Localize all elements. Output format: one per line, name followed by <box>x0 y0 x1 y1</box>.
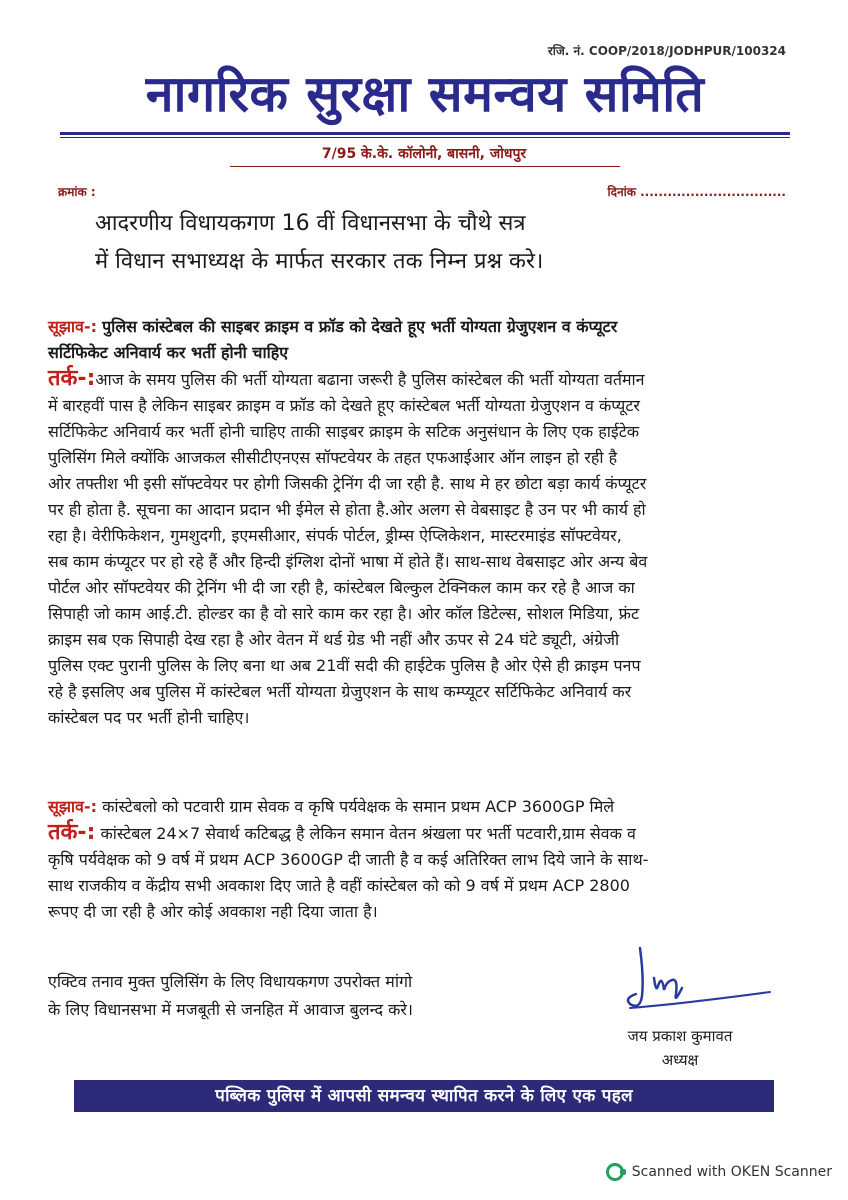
heading-line: आदरणीय विधायकगण 16 वीं विधानसभा के चौथे सत्र <box>95 211 526 236</box>
argument-line: सिपाही जो काम आई.टी. होल्डर का है वो सारे काम कर रहा है। ओर कॉल डिटेल्स, सोशल मिडिया, फ्रंट <box>48 604 640 623</box>
argument-line: पोर्टल ओर सॉफ्टवेयर की ट्रेनिंग भी दी जा रही है, कांस्टेबल बिल्कुल टेक्निकल काम कर रहे है आज का <box>48 578 635 597</box>
argument-line: सर्टिफिकेट अनिवार्य कर भर्ती होनी चाहिए ताकी साइबर क्राइम के सटिक अनुसंधान के लिए एक हाईटेक <box>48 422 640 441</box>
reference-number-label: क्रमांक : <box>58 185 96 199</box>
argument-line: पुलिसिंग मिले क्योंकि आजकल सीसीटीएनएस सॉफ्टवेयर के तहत एफआईआर ऑन लाइन हो रही है <box>48 448 618 467</box>
argument-line: साथ राजकीय व केंद्रीय सभी अवकाश दिए जाते है वहीं कांस्टेबल को को 9 वर्ष में प्रथम ACP 2800 <box>48 876 630 895</box>
signer-title: अध्यक्ष <box>661 1051 699 1069</box>
argument-label: तर्क-: <box>48 366 96 391</box>
closing-line: एक्टिव तनाव मुक्त पुलिसिंग के लिए विधायकगण उपरोक्त मांगो <box>48 972 413 991</box>
organization-title: नागरिक सुरक्षा समन्वय समिति <box>145 65 705 123</box>
argument-line: ओर तफ्तीश भी इसी सॉफ्टवेयर पर होगी जिसकी ट्रेनिंग दी जा रही है. साथ मे हर छोटा बड़ा कार्य कंप्यूटर <box>48 474 647 493</box>
argument-line: आज के समय पुलिस की भर्ती योग्यता बढाना जरूरी है पुलिस कांस्टेबल की भर्ती योग्यता वर्तमान <box>95 370 645 389</box>
argument-line: कांस्टेबल पद पर भर्ती होनी चाहिए। <box>48 708 250 727</box>
scanner-logo-icon <box>606 1163 624 1181</box>
argument-line: पुलिस एक्ट पुरानी पुलिस के लिए बना था अब 21वीं सदी की हाईटेक पुलिस है ओर ऐसे ही क्राइम पनप <box>48 656 641 675</box>
argument-line: कृषि पर्यवेक्षक को 9 वर्ष में प्रथम ACP 3600GP दी जाती है व कई अतिरिक्त लाभ दिये जाने के साथ- <box>48 850 649 869</box>
registration-number: रजि. नं. COOP/2018/JODHPUR/100324 <box>547 44 786 58</box>
argument-line: पर ही होता है. सूचना का आदान प्रदान भी ईमेल से होता है.ओर अलग से वेबसाइट है उन पर भी कार्य हो <box>48 500 646 519</box>
argument-line: रूपए दी जा रही है ओर कोई अवकाश नही दिया जाता है। <box>48 902 378 921</box>
signature-image <box>620 938 780 1018</box>
suggestion-text: सर्टिफिकेट अनिवार्य कर भर्ती होनी चाहिए <box>48 343 289 362</box>
argument-line: रहे है इसलिए अब पुलिस में कांस्टेबल भर्ती योग्यता ग्रेजुएशन के साथ कम्प्यूटर सर्टिफिकेट अनिवार्य कर <box>48 682 632 701</box>
scanner-text: Scanned with OKEN Scanner <box>631 1164 832 1180</box>
letter-heading <box>95 205 735 281</box>
signer-block <box>580 1024 780 1072</box>
suggestion-text: कांस्टेबलो को पटवारी ग्राम सेवक व कृषि पर्यवेक्षक के समान प्रथम ACP 3600GP मिले <box>102 797 615 816</box>
suggestion-label: सूझाव-: <box>48 797 97 816</box>
argument-line: सब काम कंप्यूटर पर हो रहे हैं और हिन्दी इंग्लिश दोनों भाषा में होते हैं। साथ-साथ वेबसाइट ओर अन्य बेव <box>48 552 648 571</box>
argument-line: रहा है। वेरीफिकेशन, गुमशुदगी, इएमसीआर, संपर्क पोर्टल, ड्रीम्स ऐप्लिकेशन, मास्टरमाइंड सॉफ्टवेयर, <box>48 526 622 545</box>
closing-paragraph <box>48 968 548 1024</box>
suggestion-text: पुलिस कांस्टेबल की साइबर क्राइम व फ्रॉड को देखते हूए भर्ती योग्यता ग्रेजुएशन व कंप्यूटर <box>102 317 618 336</box>
header-rule <box>60 132 790 135</box>
header-rule-thin <box>60 137 790 138</box>
date-label: दिनांक ................................ <box>607 185 786 199</box>
argument-line: कांस्टेबल 24×7 सेवार्थ कटिबद्ध है लेकिन समान वेतन श्रंखला पर भर्ती पटवारी,ग्राम सेवक व <box>100 824 636 843</box>
organization-address: 7/95 के.के. कॉलोनी, बासनी, जोधपुर <box>321 146 527 162</box>
heading-line: में विधान सभाध्यक्ष के मार्फत सरकार तक निम्न प्रश्न करे। <box>95 249 544 274</box>
signer-name: जय प्रकाश कुमावत <box>627 1027 733 1045</box>
closing-line: के लिए विधानसभा में मजबूती से जनहित में आवाज बुलन्द करे। <box>48 1000 413 1019</box>
suggestion-label: सूझाव-: <box>48 317 97 336</box>
address-rule <box>230 166 620 167</box>
scanner-watermark <box>606 1163 832 1181</box>
argument-label: तर्क-: <box>48 820 96 845</box>
footer-slogan-band: पब्लिक पुलिस में आपसी समन्वय स्थापित करने के लिए एक पहल <box>74 1080 774 1112</box>
argument-line: में बारहवीं पास है लेकिन साइबर क्राइम व फ्रॉड को देखते हूए कांस्टेबल भर्ती योग्यता ग्रेजुएशन व कंप्यूटर <box>48 396 640 415</box>
section-2 <box>48 794 803 925</box>
section-1 <box>48 314 803 731</box>
argument-line: क्राइम सब एक सिपाही देख रहा है ओर वेतन में थर्ड ग्रेड भी नहीं और ऊपर से 24 घंटे ड्यूटी, अंग्रेजी <box>48 630 620 649</box>
